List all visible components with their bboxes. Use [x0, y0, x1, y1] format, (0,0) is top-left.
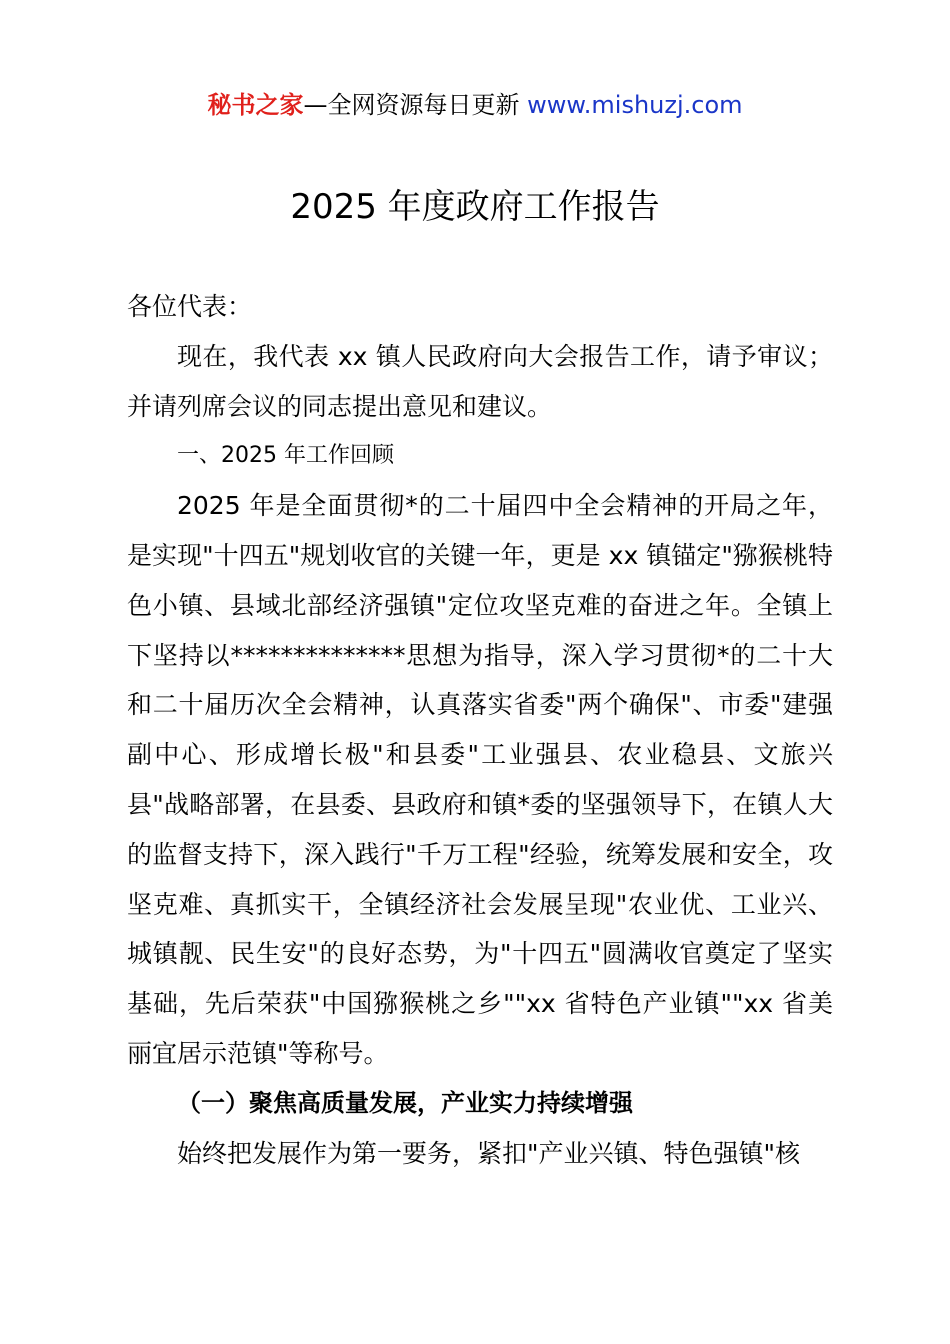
document-body	[127, 282, 833, 1178]
salutation: 各位代表：	[127, 292, 253, 321]
section-paragraph: 2025 年是全面贯彻*的二十届四中全会精神的开局之年，是实现"十四五"规划收官的关键一年，更是 xx 镇锚定"猕猴桃特色小镇、县域北部经济强镇"定位攻坚克难的奋进之年。全镇上下坚持以**************思想为指导，深入学习贯彻*的二十大和二十届历次全会精神，认真落实省委"两个确保"、市委"建强副中心、形成增长极"和县委"工业强县、农业稳县、文旅兴县"战略部署，在县委、县政府和镇*委的坚强领导下，在镇人大的监督支持下，深入践行"千万工程"经验，统筹发展和安全，攻坚克难、真抓实干，全镇经济社会发展呈现"农业优、工业兴、城镇靓、民生安"的良好态势，为"十四五"圆满收官奠定了坚实基础，先后荣获"中国猕猴桃之乡""xx 省特色产业镇""xx 省美丽宜居示范镇"等称号。	[127, 491, 833, 1068]
subsection-heading: （一）聚焦高质量发展，产业实力持续增强	[177, 1088, 633, 1117]
site-tagline: —全网资源每日更新	[303, 91, 520, 119]
site-header	[0, 88, 950, 122]
intro-paragraph: 现在，我代表 xx 镇人民政府向大会报告工作，请予审议；并请列席会议的同志提出意见和建议。	[127, 341, 833, 421]
document-title: 2025 年度政府工作报告	[290, 187, 660, 227]
brand-name: 秘书之家	[207, 91, 304, 119]
site-url-link[interactable]: www.mishuzj.com	[527, 91, 743, 119]
subsection-paragraph: 始终把发展作为第一要务，紧扣"产业兴镇、特色强镇"核	[177, 1138, 801, 1168]
section-heading: 一、2025 年工作回顾	[177, 443, 394, 469]
